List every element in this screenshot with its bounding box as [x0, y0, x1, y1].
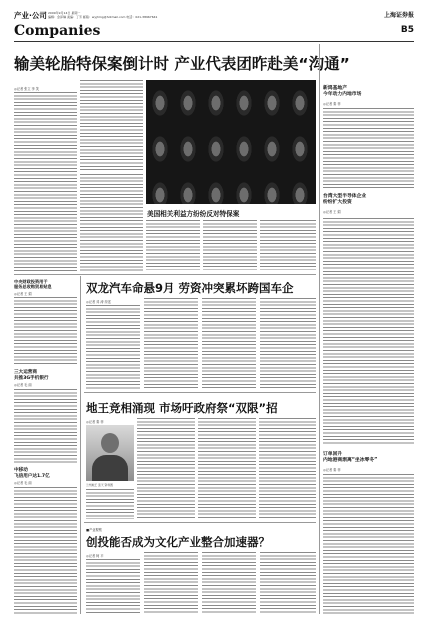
section-english: Companies [14, 23, 101, 39]
brief-3-byline: ◎记者 毛 丽 [14, 481, 32, 486]
brief-2 [14, 370, 77, 387]
masthead-rule [14, 41, 414, 42]
story4-col-3 [202, 552, 256, 614]
story4-col-2 [144, 552, 198, 614]
story3-col-1 [137, 418, 195, 519]
story3-col-2 [198, 418, 256, 519]
story2-headline: 双龙汽车命悬9月 劳资冲突累坏跨国车企 [86, 281, 294, 295]
story3-col-0 [86, 489, 134, 519]
brief-3 [14, 468, 77, 485]
story4-byline: ◎记者 柯 平 [86, 554, 104, 558]
lead-body-col-2 [80, 80, 143, 170]
lead-body-col-1 [14, 92, 77, 272]
sidebar-bottom [323, 452, 414, 472]
person-head [101, 433, 119, 453]
sidebar-mid-byline: ◎记者 王 娟 [323, 209, 341, 214]
sidebar-top-title: 新鸿基地产 今年动力内地市场 [323, 86, 362, 98]
story4-headline: 创投能否成为文化产业整合加速器？ [86, 535, 270, 549]
story2-col-3 [202, 298, 256, 389]
brief-1 [14, 279, 77, 296]
sidebar-mid-title: 台湾大型半导体企业 纷纷扩大投资 [323, 194, 367, 206]
lead-bottom-rule [14, 274, 316, 275]
brief-2-body [14, 389, 77, 463]
story2-col-1 [86, 305, 140, 389]
brief-1-byline: ◎记者 王 娟 [14, 291, 32, 296]
story2-col-2 [144, 298, 198, 389]
brief-2-title: 三大运营商 共推3G手机银行 [14, 370, 49, 381]
story2-bottom-rule [84, 392, 316, 393]
lead-body-col-5 [260, 220, 316, 270]
story3-photo [86, 425, 134, 481]
story4-col-4 [260, 552, 316, 614]
sidebar-mid [323, 194, 414, 214]
story3-bottom-rule [84, 522, 316, 523]
section-label: 产业·公司 [14, 11, 47, 20]
brief-3-title: 中移动 飞信用户达1.7亿 [14, 468, 50, 479]
vertical-divider [319, 44, 320, 614]
sidebar-top [323, 86, 414, 106]
lead-byline: ◎记者 张立 李 笑 [14, 87, 39, 91]
briefs-divider [80, 276, 81, 614]
story3-photo-caption: 兰州地王 张天 资料图 [86, 483, 113, 487]
lead-headline: 输美轮胎特保案倒计时 产业代表团昨赴美“沟通” [14, 55, 350, 73]
page-number: B5 [400, 25, 414, 35]
sidebar-top-body [323, 108, 414, 188]
sidebar-top-byline: ◎记者 秦 菲 [323, 101, 341, 106]
sidebar-mid-body [323, 218, 414, 444]
editor-info: 编辑：金泽琳 美编：丁芳 邮箱：wyjhmg@hotmail.com 电话：021-38967641 [48, 15, 158, 19]
lead-photo-tires [146, 80, 316, 204]
story4-tag: ■产业观察 [86, 528, 102, 532]
brief-3-body [14, 487, 77, 614]
story2-byline: ◎记者 邓 涛 综述 [86, 300, 111, 304]
lead-body-col-4 [203, 220, 257, 270]
person-body [92, 455, 128, 481]
sidebar-bottom-title: 订单回升 内地港商渐离“坐冰零冬” [323, 452, 378, 464]
lead-body-col-2b [80, 174, 143, 272]
story3-byline: ◎记者 秦 菲 [86, 420, 104, 424]
issue-info: 2009年9月14日 星期一 [48, 11, 81, 15]
story4-col-1 [86, 559, 140, 614]
story3-col-3 [259, 418, 316, 519]
masthead [14, 10, 414, 50]
brief-1-body [14, 297, 77, 365]
lead-photo-caption: 美国相关利益方纷纷反对特保案 [147, 210, 240, 218]
brief-2-byline: ◎记者 毛 丽 [14, 383, 32, 388]
story3-headline: 地王竞相涌现 市场吁政府祭“双限”招 [86, 401, 278, 415]
lead-body-col-3 [146, 220, 200, 270]
story2-col-4 [260, 298, 316, 389]
sidebar-bottom-body [323, 474, 414, 614]
brief-1-title: 中央财政投资用于 服务总收购贸易贴息 [14, 279, 52, 290]
paper-name: 上海证券报 [383, 12, 414, 19]
sidebar-bottom-byline: ◎记者 秦 菲 [323, 467, 341, 472]
